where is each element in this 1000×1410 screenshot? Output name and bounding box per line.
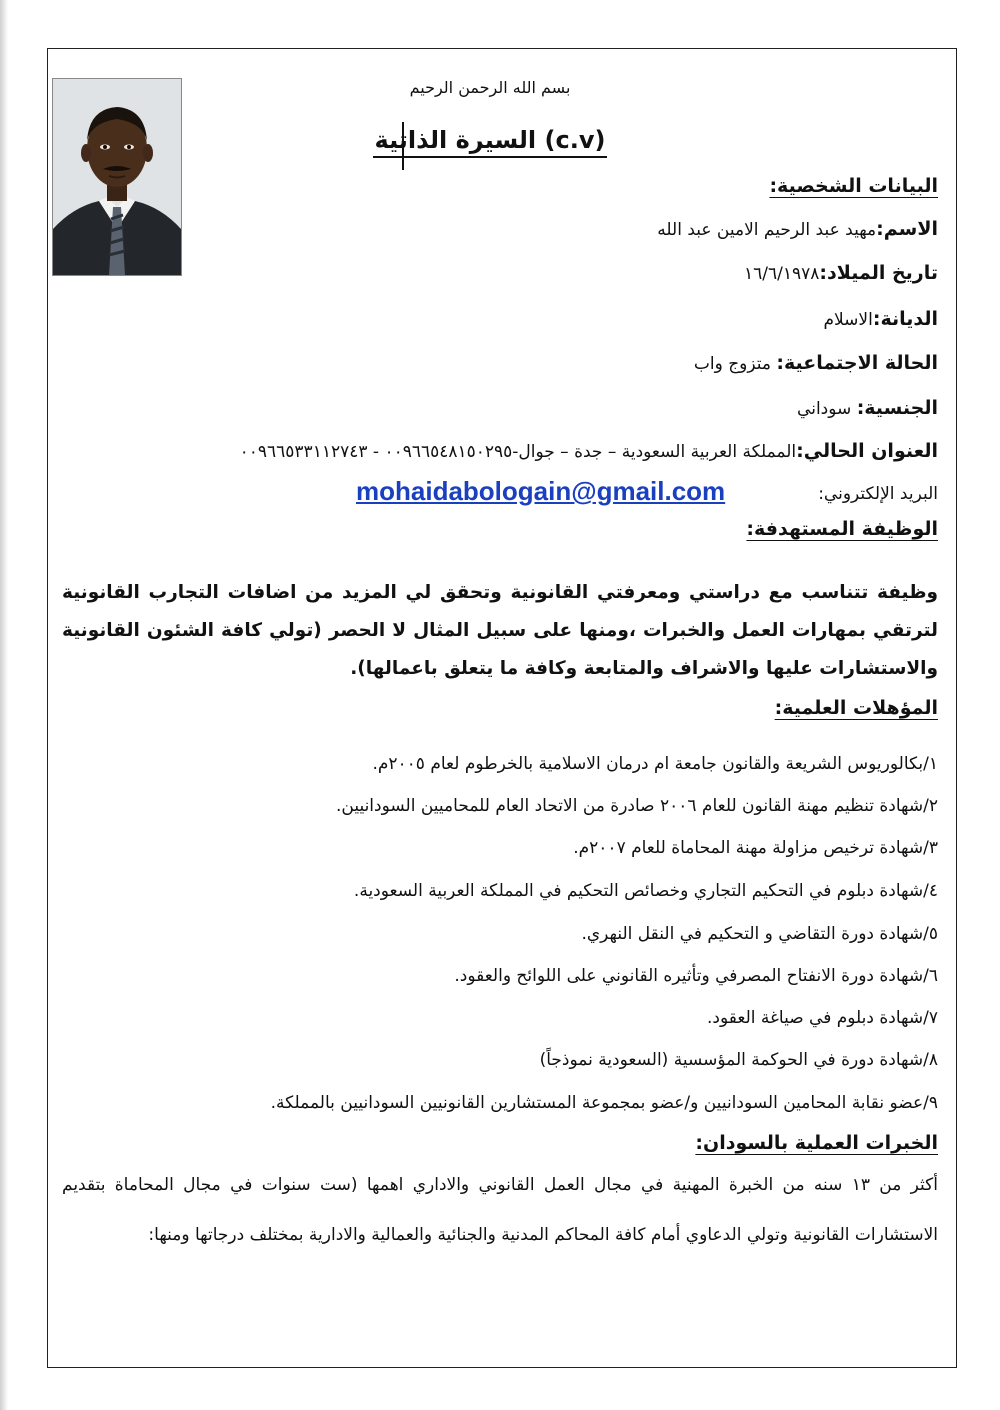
qualification-item: ٦/شهادة دورة الانفتاح المصرفي وتأثيره القانوني على اللوائح والعقود.	[454, 966, 938, 986]
name-field	[657, 218, 938, 240]
address-value: المملكة العربية السعودية – جدة – جوال-٠٠٩٦٦٥٤٨١٥٠٢٩٥ - ٠٠٩٦٦٥٣٣١١٢٧٤٣	[239, 442, 797, 462]
address-field	[240, 440, 938, 462]
personal-data-heading: البيانات الشخصية:	[769, 175, 938, 197]
dob-label: تاريخ الميلاد:	[819, 262, 938, 284]
religion-value: الاسلام	[823, 310, 873, 330]
target-job-heading: الوظيفة المستهدفة:	[746, 518, 938, 540]
nationality-value: سوداني	[797, 399, 852, 419]
nationality-label: الجنسية:	[856, 397, 938, 419]
email-link[interactable]: mohaidabologain@gmail.com	[356, 476, 726, 506]
page-title-text: السيرة الذاتية (c.v)	[373, 126, 608, 158]
qualification-item: ٥/شهادة دورة التقاضي و التحكيم في النقل النهري.	[581, 924, 938, 944]
religion-field	[824, 308, 939, 330]
marital-status-label: الحالة الاجتماعية:	[776, 352, 938, 374]
qualification-item: ٩/عضو نقابة المحامين السودانيين و/عضو بمجموعة المستشارين القانونيين السودانيين بالمملكة.	[270, 1093, 938, 1113]
profile-photo	[52, 78, 182, 276]
email-label: البريد الإلكتروني:	[818, 484, 938, 504]
nationality-field	[797, 397, 938, 419]
address-label: العنوان الحالي:	[796, 440, 938, 462]
bismillah-heading: بسم الله الرحمن الرحيم	[409, 78, 571, 97]
target-job-text: وظيفة تتناسب مع دراستي ومعرفتي القانونية وتحقق لي المزيد من اضافات التجارب القانونية لترتقي بمهارات العمل والخبرات ،ومنها على سبيل المثال لا الحصر (تولي كافة الشئون القانونية والاستشارات عليها والاشراف والمتابعة وكافة ما يتعلق باعمالها).	[62, 582, 938, 679]
dob-value: ١٦/٦/١٩٧٨	[744, 264, 820, 284]
qualifications-heading: المؤهلات العلمية:	[774, 697, 938, 719]
marital-status-value: متزوج واب	[693, 354, 771, 374]
portrait-image	[53, 79, 181, 275]
dob-field	[744, 262, 938, 284]
experience-heading: الخبرات العملية بالسودان:	[695, 1132, 938, 1154]
scan-edge	[0, 0, 8, 1410]
name-value: مهيد عبد الرحيم الامين عبد الله	[657, 220, 877, 240]
marital-status-field	[694, 352, 938, 374]
name-label: الاسم:	[876, 218, 938, 240]
qualification-item: ١/بكالوريوس الشريعة والقانون جامعة ام درمان الاسلامية بالخرطوم لعام ٢٠٠٥م.	[372, 754, 938, 774]
religion-label: الديانة:	[872, 308, 938, 330]
qualification-item: ٣/شهادة ترخيص مزاولة مهنة المحاماة للعام ٢٠٠٧م.	[573, 838, 938, 858]
qualification-item: ٤/شهادة دبلوم في التحكيم التجاري وخصائص التحكيم في المملكة العربية السعودية.	[353, 881, 938, 901]
qualification-item: ٢/شهادة تنظيم مهنة القانون للعام ٢٠٠٦ صادرة من الاتحاد العام للمحاميين السودانيين.	[335, 796, 938, 816]
experience-text: أكثر من ١٣ سنه من الخبرة المهنية في مجال العمل القانوني والاداري اهمها (ست سنوات في مجال المحاماة بتقديم الاستشارات القانونية وتولي الدعاوي أمام كافة المحاكم المدنية والجنائية والعمالية والادارية بمختلف درجاتها ومنها:	[62, 1175, 939, 1245]
page-title	[370, 126, 610, 154]
qualification-item: ٨/شهادة دورة في الحوكمة المؤسسية (السعودية نموذجاً)	[539, 1050, 938, 1070]
qualification-item: ٧/شهادة دبلوم في صياغة العقود.	[707, 1008, 938, 1028]
